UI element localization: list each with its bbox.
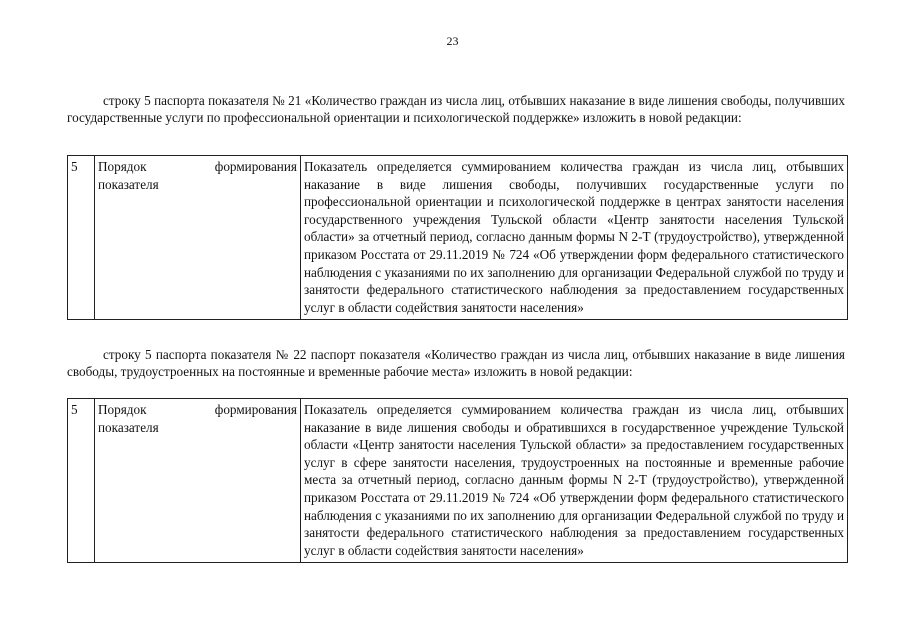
page-number: 23 bbox=[446, 34, 459, 48]
row-label-line bbox=[98, 158, 297, 176]
indicator-table-2 bbox=[67, 398, 848, 563]
row-label-word: формирования bbox=[214, 402, 297, 417]
row-label bbox=[95, 156, 301, 320]
amendment-paragraph-2 bbox=[67, 346, 845, 380]
amendment-paragraph-2-text: строку 5 паспорта показателя № 22 паспорт показателя «Количество граждан из числа лиц, отбывших наказание в виде лишения свободы, трудоустроенных на постоянные и временные рабочие места» изложить в новой редакции: bbox=[67, 347, 845, 379]
row-description: Показатель определяется суммированием количества граждан из числа лиц, отбывших наказание в виде лишения свободы и обратившихся в государственное учреждение Тульской области «Центр занятости населения Тульской области» за предоставлением государственных услуг в сфере занятости населения, трудоустроенных на постоянные и временные рабочие места за отчетный период, согласно данным формы N 2-Т (трудоустройство), утвержденной приказом Росстата от 29.11.2019 № 724 «Об утверждении форм федерального статистического наблюдения с указаниями по их заполнению для организации Федеральной службой по труду и занятости федерального статистического наблюдения за предоставлением государственных услуг в области содействия занятости населения» bbox=[301, 399, 848, 563]
row-number: 5 bbox=[68, 399, 95, 563]
table-row bbox=[68, 399, 848, 563]
row-description: Показатель определяется суммированием количества граждан из числа лиц, отбывших наказание в виде лишения свободы, получивших государственные услуги по профессиональной ориентации и психологической поддержке в центрах занятости населения государственного учреждения Тульской области «Центр занятости населения Тульской области» за отчетный период, согласно данным формы N 2-Т (трудоустройство), утвержденной приказом Росстата от 29.11.2019 № 724 «Об утверждении форм федерального статистического наблюдения с указаниями по их заполнению для организации Федеральной службой по труду и занятости федерального статистического наблюдения за предоставлением государственных услуг в области содействия занятости населения» bbox=[301, 156, 848, 320]
row-label-word: показателя bbox=[98, 419, 159, 435]
row-label-word: Порядок bbox=[98, 402, 147, 417]
table-row bbox=[68, 156, 848, 320]
row-label-word: показателя bbox=[98, 176, 159, 192]
row-label-word: формирования bbox=[214, 159, 297, 174]
row-label-line bbox=[98, 401, 297, 419]
row-number: 5 bbox=[68, 156, 95, 320]
row-label-word: Порядок bbox=[98, 159, 147, 174]
amendment-paragraph-1 bbox=[67, 92, 845, 126]
row-label bbox=[95, 399, 301, 563]
amendment-paragraph-1-text: строку 5 паспорта показателя № 21 «Количество граждан из числа лиц, отбывших наказание в виде лишения свободы, получивших государственные услуги по профессиональной ориентации и психологической поддержке» изложить в новой редакции: bbox=[67, 93, 845, 125]
indicator-table-1 bbox=[67, 155, 848, 320]
